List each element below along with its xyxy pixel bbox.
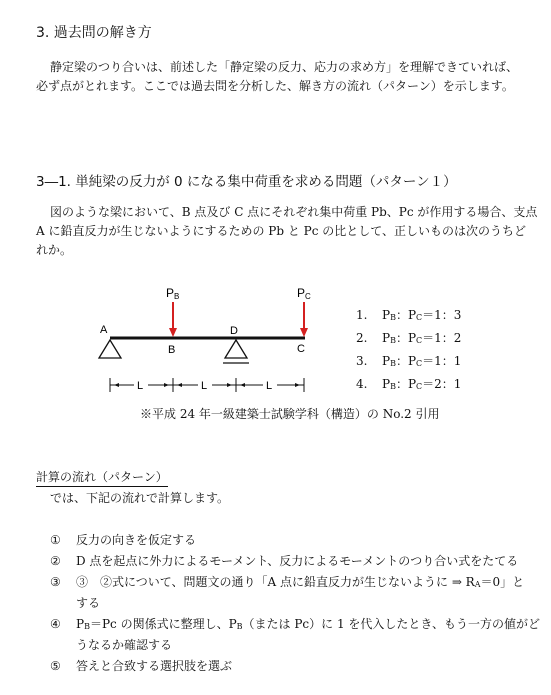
flow-step-5: ⑤ 答えと合致する選択肢を選ぶ	[50, 659, 233, 673]
flow-step-2: ② D 点を起点に外力によるモーメント、反力によるモーメントのつり合い式をたてる	[50, 554, 519, 568]
support-d-icon	[225, 340, 247, 358]
citation: ※平成 24 年一級建築士試験学科（構造）の No.2 引用	[140, 407, 440, 421]
intro-line-2: 必ず点がとれます。ここでは過去問を分析した、解き方の流れ（パターン）を示します。	[36, 79, 514, 93]
load-pc-arrow-head-icon	[300, 328, 308, 337]
dim-arrow-icon	[177, 383, 182, 387]
label-b: B	[168, 344, 176, 356]
problem-text-line-3: れか。	[36, 243, 73, 257]
label-a: A	[100, 324, 108, 336]
support-a-icon	[99, 340, 121, 358]
label-d: D	[230, 325, 238, 337]
choice-list	[356, 305, 461, 397]
span-2-label: L	[201, 380, 208, 392]
section-title: 3. 過去問の解き方	[36, 25, 152, 41]
flow-lead: では、下記の流れで計算します。	[50, 491, 230, 505]
load-pb-arrow-head-icon	[169, 328, 177, 337]
flow-step-3-cont: する	[76, 596, 101, 610]
flow-title: 計算の流れ（パターン）	[36, 468, 168, 487]
flow-step-3: ③ ③ ②式について、問題文の通り「A 点に鉛直反力が生じないように ⇒ $R_A=0$」と	[50, 575, 525, 589]
problem-text-line-2: A に鉛直反力が生じないようにするための Pb と Pc の比として、正しいものは次のうちど	[36, 224, 527, 238]
choice-item[interactable]: 3. $P_B$：$P_C=1$：1	[356, 354, 462, 368]
flow-step-4-cont: うなるか確認する	[76, 638, 173, 652]
dim-arrow-icon	[164, 383, 169, 387]
span-1-label: L	[137, 380, 144, 392]
choice-item[interactable]: 1. $P_B$：$P_C=1$：3	[356, 308, 462, 322]
label-pc: PC	[297, 286, 311, 301]
dim-arrow-icon	[240, 383, 245, 387]
choice-item[interactable]: 2. $P_B$：$P_C=1$：2	[356, 331, 462, 345]
label-c: C	[297, 343, 305, 355]
dim-arrow-icon	[227, 383, 232, 387]
intro-line-1: 静定梁のつり合いは、前述した「静定梁の反力、応力の求め方」を理解できていれば、	[50, 60, 519, 74]
beam-diagram	[90, 280, 330, 402]
dim-arrow-icon	[295, 383, 300, 387]
dim-arrow-icon	[114, 383, 119, 387]
problem-text-line-1: 図のような梁において、B 点及び C 点にそれぞれ集中荷重 Pb、Pc が作用する場合、支点	[50, 205, 538, 219]
flow-step-4: ④ $P_B=Pc$ の関係式に整理し、$P_B$（または Pc）に 1 を代入したとき、もう一方の値がど	[50, 617, 540, 631]
choice-item[interactable]: 4. $P_B$：$P_C=2$：1	[356, 377, 462, 391]
problem-title: 3―1. 単純梁の反力が 0 になる集中荷重を求める問題（パターン１）	[36, 174, 457, 190]
flow-step-1: ① 反力の向きを仮定する	[50, 533, 197, 547]
label-pb: PB	[166, 286, 180, 301]
span-3-label: L	[266, 380, 273, 392]
